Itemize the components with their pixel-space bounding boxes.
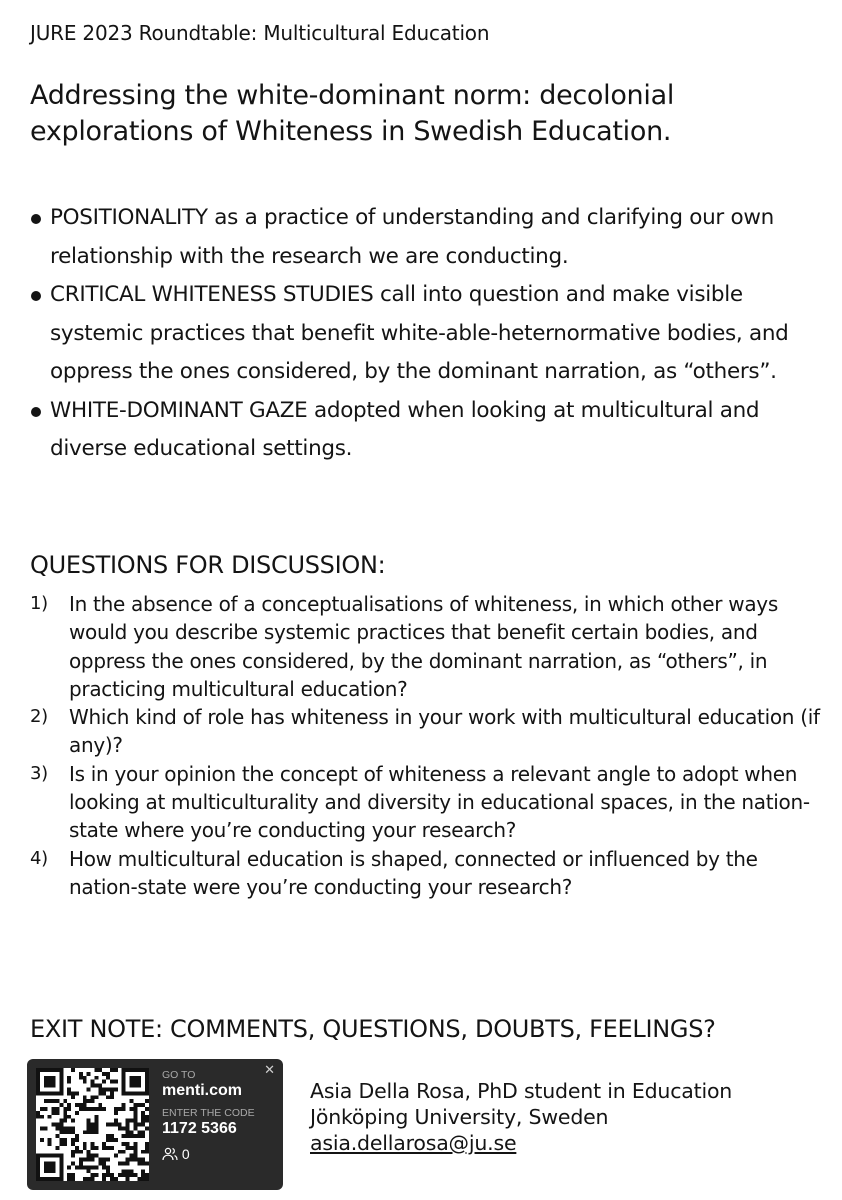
bullet-text: adopted when looking at multicultural and diverse educational settings. xyxy=(50,397,760,461)
question-text: Which kind of role has whiteness in your work with multicultural education (if any)? xyxy=(69,705,820,758)
bullet-lead: WHITE-DOMINANT GAZE xyxy=(50,397,308,423)
close-icon[interactable]: ✕ xyxy=(264,1063,275,1078)
exit-note-heading: EXIT NOTE: COMMENTS, QUESTIONS, DOUBTS, FEELINGS? xyxy=(30,1015,716,1043)
event-header: JURE 2023 Roundtable: Multicultural Education xyxy=(30,21,490,45)
menti-card xyxy=(27,1059,283,1190)
menti-instructions xyxy=(162,1069,277,1163)
bullet-lead: CRITICAL WHITENESS STUDIES xyxy=(50,282,374,307)
question-item xyxy=(30,845,825,902)
question-number: 3) xyxy=(30,762,48,784)
bullet-critical-whiteness-studies xyxy=(30,276,825,392)
participants-value: 0 xyxy=(181,1146,190,1162)
question-number: 2) xyxy=(30,706,48,728)
question-number: 1) xyxy=(30,593,48,614)
question-text: Is in your opinion the concept of whiteness a relevant angle to adopt when looking at multiculturality and diversity in educational spaces, in the nation-state where you’re conducting your research? xyxy=(69,761,810,843)
title-line-1: Addressing the white-dominant norm: decolonial xyxy=(30,80,675,111)
questions-heading: QUESTIONS FOR DISCUSSION: xyxy=(30,551,386,579)
bullet-lead: POSITIONALITY xyxy=(50,205,208,230)
title-line-2: explorations of Whiteness in Swedish Education. xyxy=(30,116,672,147)
page-title xyxy=(30,78,820,150)
bullet-text: as a practice of understanding and clarifying our own relationship with the research we are conducting. xyxy=(50,205,774,269)
people-icon xyxy=(162,1147,178,1161)
enter-code-label: ENTER THE CODE xyxy=(162,1107,255,1119)
question-text: In the absence of a conceptualisations of whiteness, in which other ways would you describe systemic practices that benefit certain bodies, and oppress the ones considered, by the dominant narration, as “others”, in practicing multicultural education? xyxy=(69,592,778,701)
bullet-positionality xyxy=(30,199,825,276)
menti-code: 1172 5366 xyxy=(162,1120,237,1137)
author-affiliation: Jönköping University, Sweden xyxy=(310,1105,609,1129)
go-to-label: GO TO xyxy=(162,1069,196,1081)
question-number: 4) xyxy=(30,847,48,869)
question-text: How multicultural education is shaped, connected or influenced by the nation-state were you’re conducting your research? xyxy=(69,846,758,899)
bullet-white-dominant-gaze xyxy=(30,392,825,469)
author-name: Asia Della Rosa, PhD student in Education xyxy=(310,1079,733,1103)
question-item xyxy=(30,703,825,760)
question-item xyxy=(30,760,825,845)
key-concepts-list xyxy=(30,199,825,469)
discussion-questions-list xyxy=(30,590,825,901)
participants-count xyxy=(162,1145,277,1163)
question-item xyxy=(30,590,825,703)
bullet-text: call into question and make visible systemic practices that benefit white-able-heternormative bodies, and oppress the ones considered, by the dominant narration, as “others”. xyxy=(50,282,789,384)
menti-site[interactable]: menti.com xyxy=(162,1082,243,1099)
author-info xyxy=(310,1078,732,1156)
qr-code[interactable] xyxy=(36,1068,149,1181)
author-email-link[interactable]: asia.dellarosa@ju.se xyxy=(310,1131,517,1155)
